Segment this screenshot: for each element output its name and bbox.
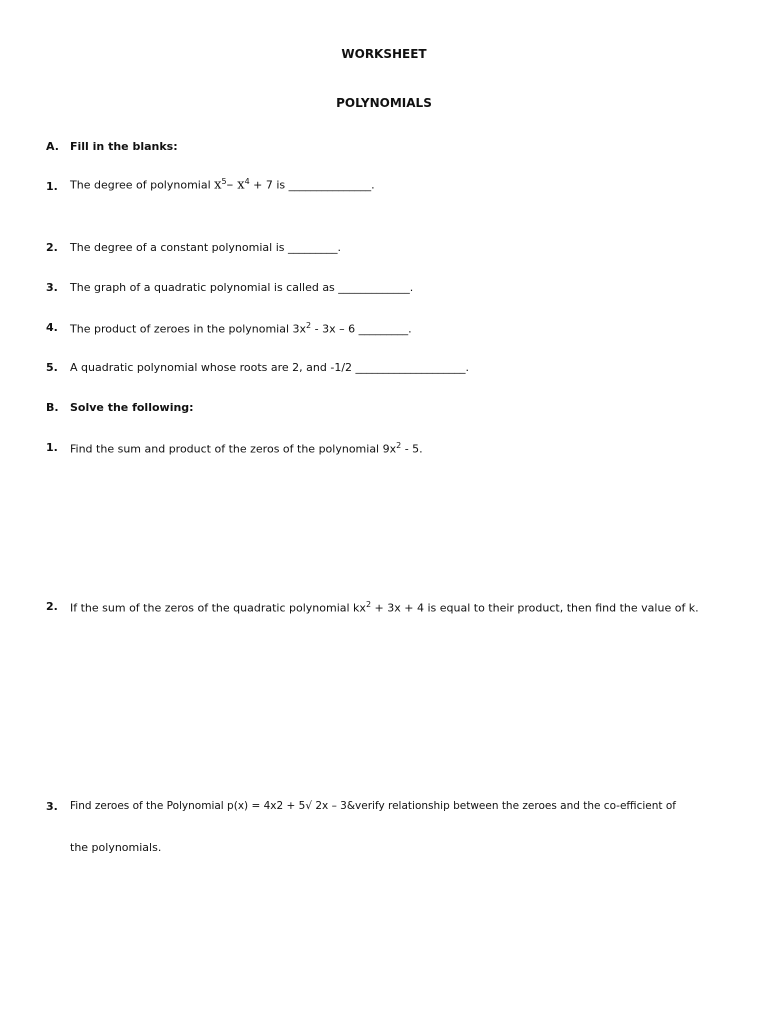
section-a-heading: Fill in the blanks:: [70, 140, 178, 153]
question-a4-text-after: - 3x – 6 _________.: [311, 322, 412, 336]
question-a5-text: A quadratic polynomial whose roots are 2, and -1/2 ____________________.: [70, 361, 470, 374]
question-b2-number: 2.: [46, 600, 58, 613]
question-b3-line1: Find zeroes of the Polynomial p(x) = 4x2 + 5√ 2x – 3&verify relationship between the zeroes and the co-efficient of: [70, 800, 676, 812]
question-a1-number: 1.: [46, 180, 58, 193]
question-a4-number: 4.: [46, 321, 58, 334]
question-b1-exp: 2: [396, 441, 402, 450]
question-a1-exp-4: 4: [244, 177, 250, 186]
question-a3-number: 3.: [46, 281, 58, 294]
question-b3-line2: the polynomials.: [70, 841, 162, 854]
question-b1-text-before: Find the sum and product of the zeros of the polynomial 9x: [70, 442, 397, 456]
question-b2: [70, 600, 699, 615]
question-b2-text-before: If the sum of the zeros of the quadratic polynomial kx: [70, 601, 366, 615]
question-a1-text-before: The degree of polynomial: [70, 178, 215, 192]
question-a1-exp-5: 5: [221, 177, 227, 186]
question-a3-text: The graph of a quadratic polynomial is called as _____________.: [70, 281, 414, 294]
question-a1-text-after: + 7 is _______________.: [249, 178, 375, 192]
question-a2-number: 2.: [46, 241, 58, 254]
question-a2-text: The degree of a constant polynomial is _________.: [70, 241, 341, 254]
question-a5-number: 5.: [46, 361, 58, 374]
question-b3-number: 3.: [46, 800, 58, 813]
question-a1: [70, 177, 375, 193]
question-a1-math-x: x: [214, 177, 222, 193]
worksheet-title: WORKSHEET: [341, 47, 427, 61]
question-a4-text-before: The product of zeroes in the polynomial 3x: [70, 322, 307, 336]
section-a-letter: A.: [46, 140, 59, 153]
question-b1-number: 1.: [46, 441, 58, 454]
question-b2-exp: 2: [365, 600, 372, 609]
question-a4: [70, 321, 412, 336]
question-b2-text-after: + 3x + 4 is equal to their product, then find the value of k.: [371, 601, 699, 615]
question-a1-math-mid: – x: [226, 177, 245, 193]
section-b-letter: B.: [46, 401, 59, 414]
question-b1-text-after: - 5.: [401, 442, 423, 456]
question-a4-exp: 2: [306, 321, 312, 330]
section-b-heading: Solve the following:: [70, 401, 194, 414]
question-b1: [70, 441, 423, 456]
worksheet-subtitle: POLYNOMIALS: [336, 96, 432, 110]
